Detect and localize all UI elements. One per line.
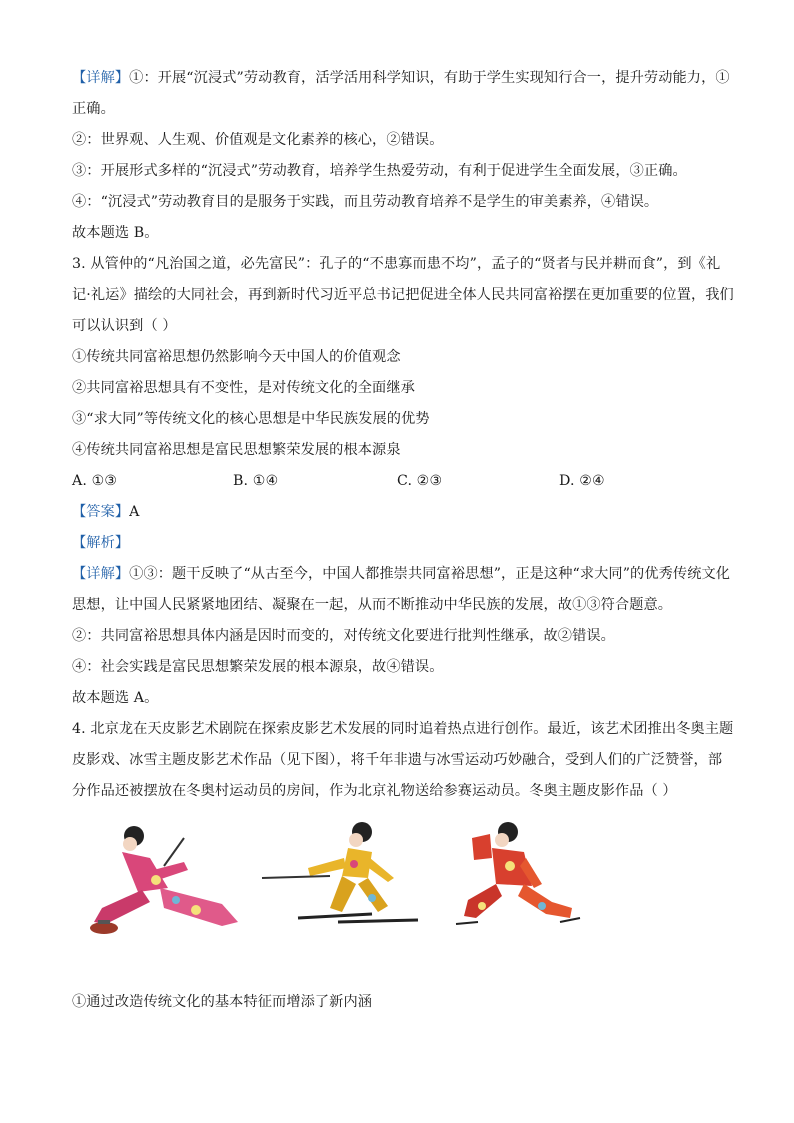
detail-line-1: 【详解】①：开展“沉浸式”劳动教育，活学活用科学知识，有助于学生实现知行合一，提升劳动能力，① [72, 70, 730, 86]
statement-3: ③“求大同”等传统文化的核心思想是中华民族发展的优势 [72, 411, 430, 427]
conclusion-line: 故本题选 B。 [72, 225, 159, 241]
curling-puppet [90, 826, 238, 934]
analysis-line-4: ④：社会实践是富民思想繁荣发展的根本源泉，故④错误。 [72, 659, 444, 675]
option-d: D. ②④ [559, 473, 605, 489]
question-4-line-2: 皮影戏、冰雪主题皮影艺术作品（见下图），将千年非遗与冰雪运动巧妙融合，受到人们的广泛赞誉，部 [72, 752, 723, 768]
answer-tag: 【答案】 [72, 504, 130, 520]
question-3-line-1: 3. 从管仲的“凡治国之道，必先富民”：孔子的“不患寡而患不均”，孟子的“贤者与民并耕而食”，到《礼 [72, 256, 721, 272]
question-3-line-3: 可以认识到（ ） [72, 318, 177, 334]
analysis-line-3: ②：共同富裕思想具体内涵是因时而变的，对传统文化要进行批判性继承，故②错误。 [72, 628, 615, 644]
analysis-line-2: 思想，让中国人民紧紧地团结、凝聚在一起，从而不断推动中华民族的发展，故①③符合题意。 [72, 597, 673, 613]
detail-line-5: ④：“沉浸式”劳动教育目的是服务于实践，而且劳动教育培养不是学生的审美素养，④错误。 [72, 194, 659, 210]
analysis-tag: 【解析】 [72, 535, 130, 551]
answer-value: A [129, 504, 140, 520]
analysis-conclusion: 故本题选 A。 [72, 690, 159, 706]
detail-line-4: ③：开展形式多样的“沉浸式”劳动教育，培养学生热爱劳动，有利于促进学生全面发展，③正确。 [72, 163, 687, 179]
answer-line [72, 502, 728, 522]
option-c: C. ②③ [397, 473, 443, 489]
question-4-line-3: 分作品还被摆放在冬奥村运动员的房间，作为北京礼物送给参赛运动员。冬奥主题皮影作品（ ） [72, 783, 677, 799]
shadow-puppet-figure [72, 818, 592, 942]
detail-line-2: 正确。 [72, 101, 115, 117]
option-b: B. ①④ [233, 473, 279, 489]
statement-4: ④传统共同富裕思想是富民思想繁荣发展的根本源泉 [72, 442, 401, 458]
detail-tag-2: 【详解】 [72, 566, 130, 582]
analysis-tag-line [72, 533, 728, 553]
detail-line-3: ②：世界观、人生观、价值观是文化素养的核心，②错误。 [72, 132, 444, 148]
detail-tag: 【详解】 [72, 70, 130, 86]
option-a: A. ①③ [72, 473, 118, 489]
statement-2: ②共同富裕思想具有不变性，是对传统文化的全面继承 [72, 380, 415, 396]
statement-1: ①传统共同富裕思想仍然影响今天中国人的价值观念 [72, 349, 401, 365]
skating-puppet [456, 822, 580, 924]
analysis-line-1: 【详解】①③：题干反映了“从古至今，中国人都推崇共同富裕思想”，正是这种“求大同”的优秀传统文化 [72, 566, 731, 582]
question-3-line-2: 记·礼运》描绘的大同社会，再到新时代习近平总书记把促进全体人民共同富裕摆在更加重要的位置，我们 [72, 287, 734, 303]
question-4-line-1: 4. 北京龙在天皮影艺术剧院在探索皮影艺术发展的同时追着热点进行创作。最近，该艺术团推出冬奥主题 [72, 721, 734, 737]
skiing-puppet [262, 822, 418, 922]
statement-last: ①通过改造传统文化的基本特征而增添了新内涵 [72, 994, 373, 1010]
